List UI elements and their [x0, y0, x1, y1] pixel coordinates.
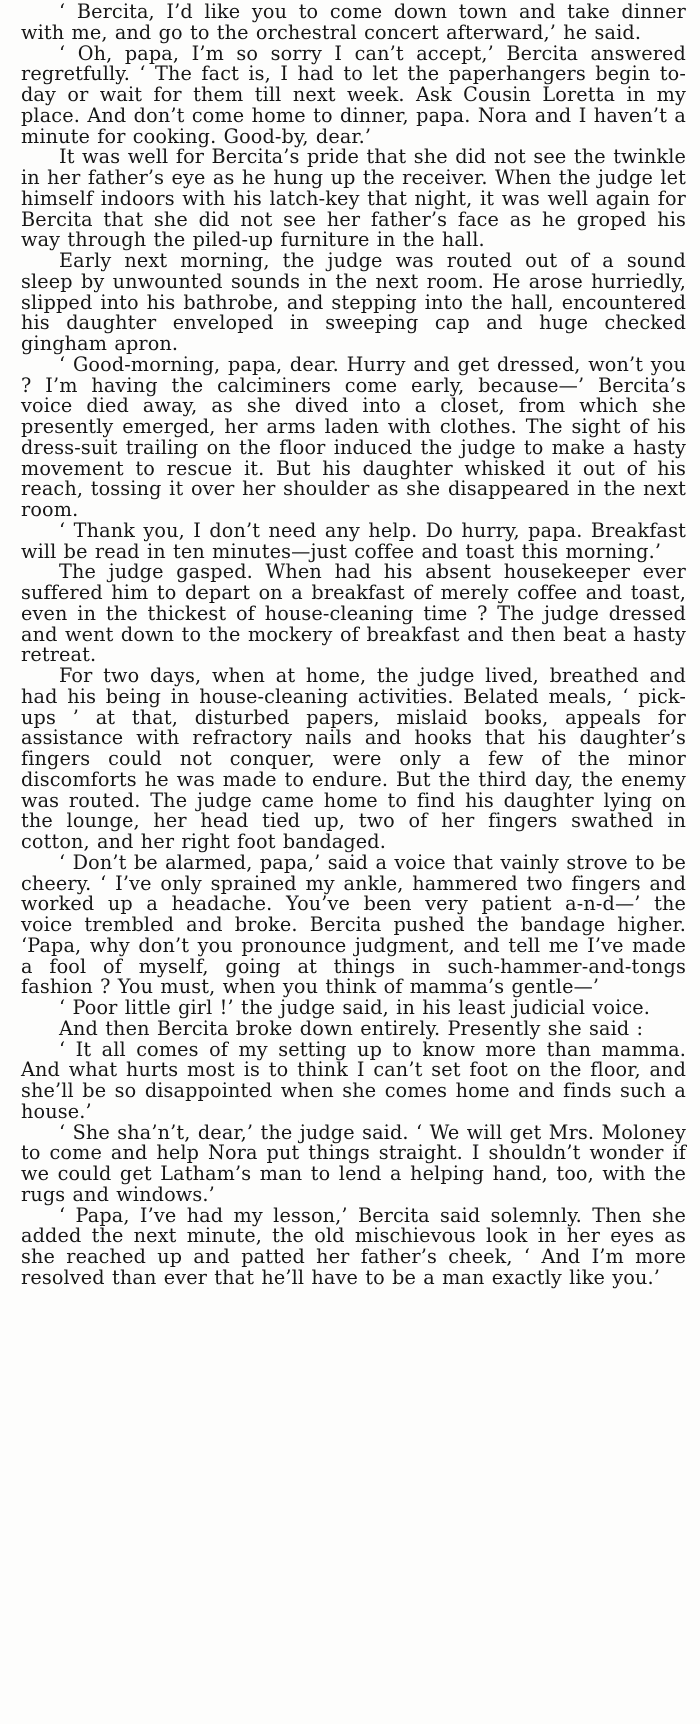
paragraph: For two days, when at home, the judge lived, breathed and had his being in house-cleaning activities. Belated meals, ‘ pick-ups ’ at that, disturbed papers, mislaid books, appeals for assistance with refractory nails and hooks that his daughter’s fingers could not conquer, were only a few of the minor discomforts he was made to endure. But the third day, the enemy was routed. The judge came home to find his daughter lying on the lounge, her head tied up, two of her fingers swathed in cotton, and her right foot bandaged.: [21, 664, 686, 853]
paragraph: Early next morning, the judge was routed out of a sound sleep by unwounted sounds in the next room. He arose hurriedly, slipped into his bathrobe, and stepping into the hall, encountered his daughter enveloped in sweeping cap and huge checked gingham apron.: [21, 249, 686, 355]
story-column: [0, 2, 686, 1289]
paragraph: ‘ Don’t be alarmed, papa,’ said a voice that vainly strove to be cheery. ‘ I’ve only sprained my ankle, hammered two fingers and worked up a headache. You’ve been very patient a-n-d—’ the voice trembled and broke. Bercita pushed the bandage higher. ‘Papa, why don’t you pronounce judgment, and tell me I’ve made a fool of myself, going at things in such-hammer-and-tongs fashion ? You must, when you think of mamma’s gentle—’: [21, 850, 686, 999]
paragraph: ‘ Oh, papa, I’m so sorry I can’t accept,’ Bercita answered regretfully. ‘ The fact is, I had to let the paperhangers begin to-day or wait for them till next week. Ask Cousin Loretta in my place. And don’t come home to dinner, papa. Nora and I haven’t a minute for cooking. Good-by, dear.’: [21, 41, 686, 148]
paragraph: ‘ It all comes of my setting up to know more than mamma. And what hurts most is to think I can’t set foot on the floor, and she’ll be so disappointed when she comes home and finds such a house.’: [21, 1037, 686, 1123]
paragraph: ‘ Poor little girl !’ the judge said, in his least judicial voice.: [59, 996, 651, 1019]
paragraph: And then Bercita broke down entirely. Presently she said :: [59, 1016, 644, 1040]
paragraph: ‘ Good-morning, papa, dear. Hurry and get dressed, won’t you ? I’m having the calciminers come early, because—’ Bercita’s voice died away, as she dived into a closet, from which she presently emerged, her arms laden with clothes. The sight of his dress-suit trailing on the floor induced the judge to make a hasty movement to rescue it. But his daughter whisked it out of his reach, tossing it over her shoulder as she disappeared in the next room.: [21, 352, 686, 521]
paragraph: ‘ Bercita, I’d like you to come down town and take dinner with me, and go to the orchestral concert afterward,’ he said.: [21, 0, 686, 44]
paragraph: ‘ Thank you, I don’t need any help. Do hurry, papa. Breakfast will be read in ten minutes—just coffee and toast this morning.’: [21, 518, 686, 563]
paragraph: The judge gasped. When had his absent housekeeper ever suffered him to depart on a breakfast of merely coffee and toast, even in the thickest of house-cleaning time ? The judge dressed and went down to the mockery of breakfast and then beat a hasty retreat.: [21, 560, 686, 667]
paragraph: ‘ She sha’n’t, dear,’ the judge said. ‘ We will get Mrs. Moloney to come and help Nora put things straight. I shouldn’t wonder if we could get Latham’s man to lend a helping hand, too, with the rugs and windows.’: [21, 1120, 686, 1206]
paragraph: It was well for Bercita’s pride that she did not see the twinkle in her father’s eye as he hung up the receiver. When the judge let himself indoors with his latch-key that night, it was well again for Bercita that she did not see her father’s face as he groped his way through the piled-up furniture in the hall.: [21, 145, 686, 252]
paragraph: ‘ Papa, I’ve had my lesson,’ Bercita said solemnly. Then she added the next minute, the old mischievous look in her eyes as she reached up and patted her father’s cheek, ‘ And I’m more resolved than ever that he’ll have to be a man exactly like you.’: [21, 1203, 686, 1289]
